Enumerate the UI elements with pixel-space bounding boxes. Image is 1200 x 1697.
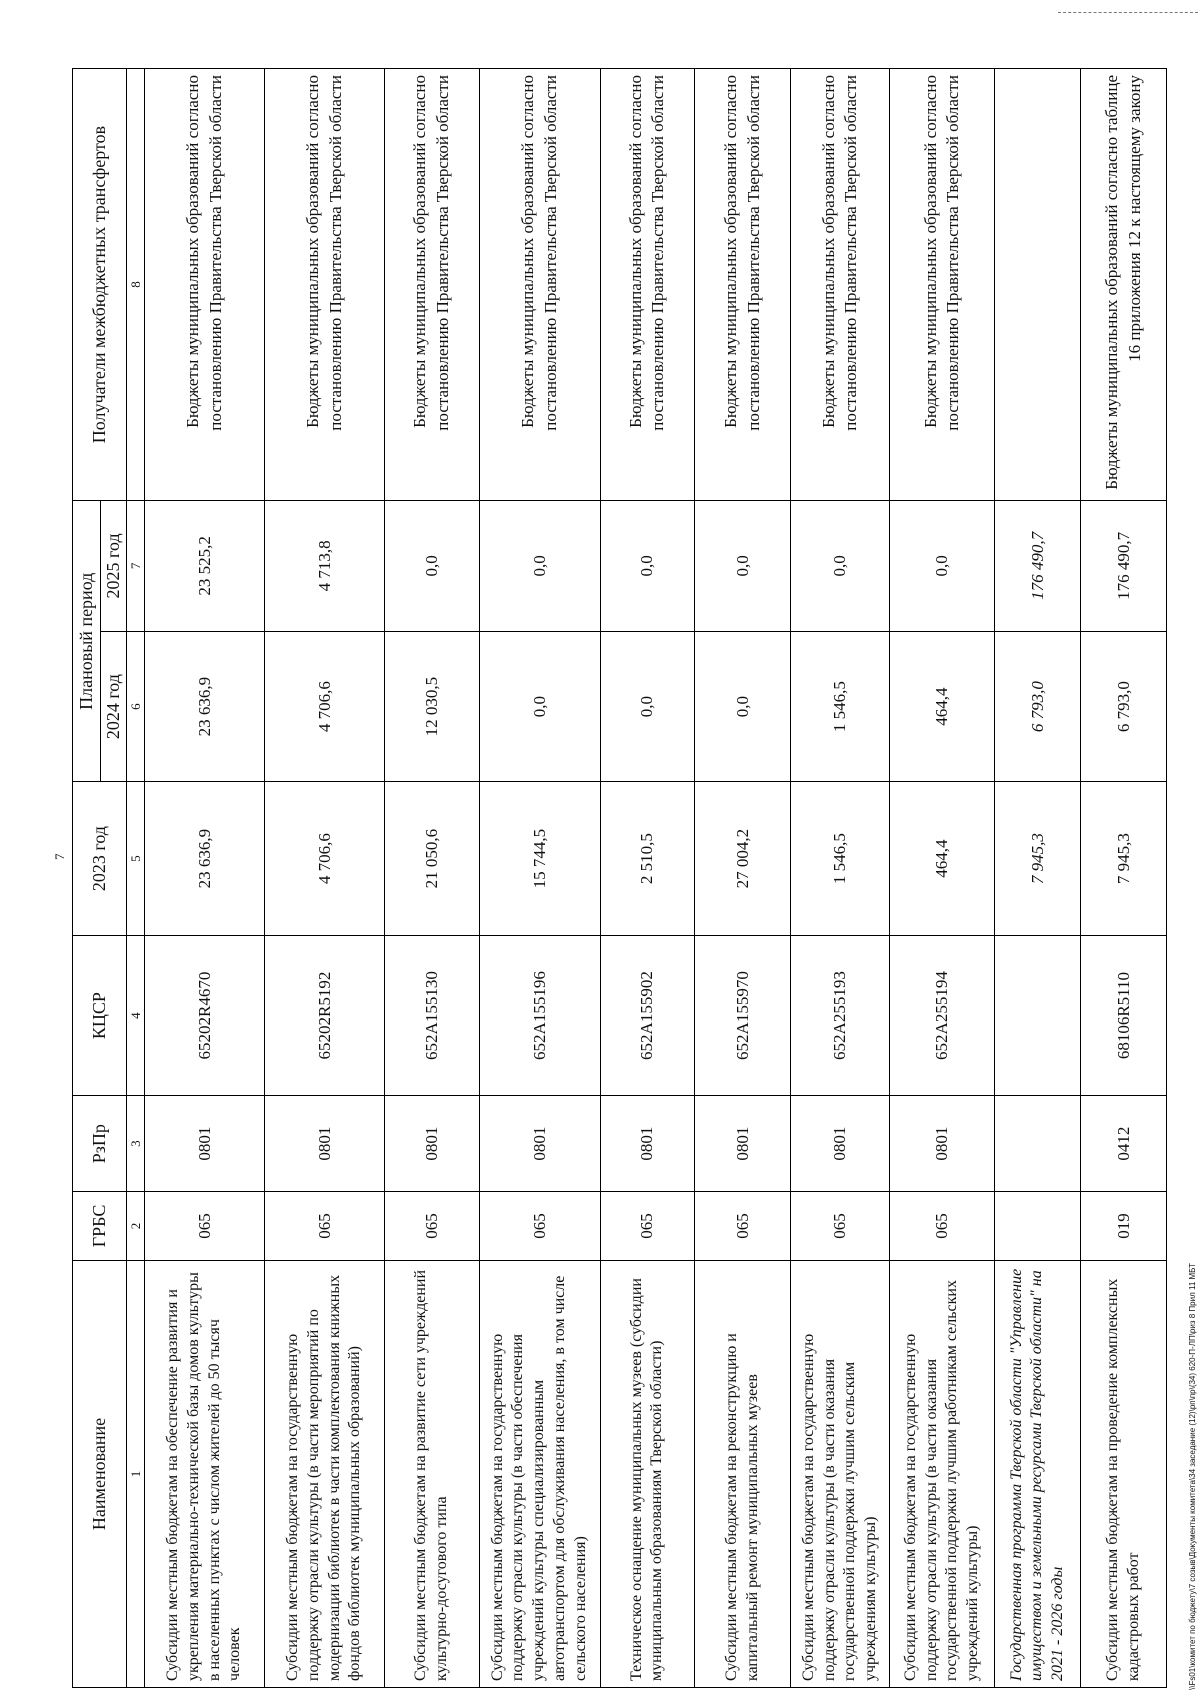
row-grbs: 065: [890, 1191, 995, 1260]
header-grbs: ГРБС: [73, 1191, 127, 1260]
row-amount-2024: 0,0: [600, 631, 694, 782]
row-kcsr: 65202R4670: [145, 935, 265, 1096]
row-recipient: Бюджеты муниципальных образований согласно постановлению Правительства Тверской области: [600, 69, 694, 501]
row-amount-2023: 15 744,5: [479, 782, 600, 935]
row-name: Субсидии местным бюджетам на государственную поддержку отрасли культуры (в части мероприятий по модернизации библиотек в части комплектования книжных фондов библиотек муниципальных образований): [265, 1260, 385, 1687]
col-number: 2: [127, 1191, 145, 1260]
row-grbs: 065: [479, 1191, 600, 1260]
row-amount-2024: 6 793,0: [1081, 631, 1167, 782]
row-rzpr: 0801: [791, 1096, 890, 1191]
scan-edge-mark: [1058, 12, 1198, 13]
row-recipient: Бюджеты муниципальных образований согласно таблице 16 приложения 12 к настоящему закону: [1081, 69, 1167, 501]
row-amount-2024: 0,0: [694, 631, 790, 782]
row-amount-2023: 23 636,9: [145, 782, 265, 935]
row-kcsr: [995, 935, 1081, 1096]
col-number: 4: [127, 935, 145, 1096]
row-recipient: Бюджеты муниципальных образований согласно постановлению Правительства Тверской области: [479, 69, 600, 501]
row-kcsr: 68106R5110: [1081, 935, 1167, 1096]
table-row: [791, 69, 890, 1688]
table-row: [385, 69, 479, 1688]
row-amount-2024: 464,4: [890, 631, 995, 782]
header-rzpr: РзПр: [73, 1096, 127, 1191]
row-recipient: Бюджеты муниципальных образований согласно постановлению Правительства Тверской области: [694, 69, 790, 501]
row-amount-2025: 0,0: [479, 501, 600, 632]
row-rzpr: 0801: [600, 1096, 694, 1191]
row-recipient: Бюджеты муниципальных образований согласно постановлению Правительства Тверской области: [385, 69, 479, 501]
header-2023: 2023 год: [73, 782, 127, 935]
row-amount-2025: 0,0: [890, 501, 995, 632]
row-rzpr: 0801: [265, 1096, 385, 1191]
row-grbs: 065: [265, 1191, 385, 1260]
row-grbs: 065: [600, 1191, 694, 1260]
row-recipient: Бюджеты муниципальных образований согласно постановлению Правительства Тверской области: [890, 69, 995, 501]
table-row: [995, 69, 1081, 1688]
header-plan-period: Плановый период: [73, 501, 101, 782]
row-name: Техническое оснащение муниципальных музеев (субсидии муниципальным образованиям Тверской области): [600, 1260, 694, 1687]
row-recipient: Бюджеты муниципальных образований согласно постановлению Правительства Тверской области: [791, 69, 890, 501]
table-row: [145, 69, 265, 1688]
header-2024: 2024 год: [101, 631, 127, 782]
row-name: Субсидии местным бюджетам на государственную поддержку отрасли культуры (в части оказания государственной поддержки лучшим работникам сельских учреждений культуры): [890, 1260, 995, 1687]
row-amount-2023: 27 004,2: [694, 782, 790, 935]
row-amount-2025: 176 490,7: [1081, 501, 1167, 632]
footer-file-path: \\Fs01\комитет по бюджету\7 созыв\Документы комитета\34 заседание (12)\рп\пр\(34) 620-П-ЛП\риз 8 Прил 11 МБТ: [1188, 1263, 1197, 1690]
page-number: 7: [52, 853, 67, 860]
row-rzpr: 0801: [890, 1096, 995, 1191]
row-rzpr: 0412: [1081, 1096, 1167, 1191]
row-kcsr: 652A255193: [791, 935, 890, 1096]
table-row: [600, 69, 694, 1688]
row-rzpr: 0801: [385, 1096, 479, 1191]
row-name: Субсидии местным бюджетам на реконструкцию и капитальный ремонт муниципальных музеев: [694, 1260, 790, 1687]
row-kcsr: 652A155196: [479, 935, 600, 1096]
rotated-table-container: [72, 68, 1167, 1688]
row-rzpr: [995, 1096, 1081, 1191]
row-rzpr: 0801: [145, 1096, 265, 1191]
row-kcsr: 652A155130: [385, 935, 479, 1096]
row-amount-2023: 464,4: [890, 782, 995, 935]
row-amount-2025: 0,0: [600, 501, 694, 632]
table-row: [890, 69, 995, 1688]
row-grbs: 065: [385, 1191, 479, 1260]
header-name: Наименование: [73, 1260, 127, 1687]
col-number: 8: [127, 69, 145, 501]
row-amount-2025: 23 525,2: [145, 501, 265, 632]
row-recipient: Бюджеты муниципальных образований согласно постановлению Правительства Тверской области: [145, 69, 265, 501]
transfers-table: [72, 68, 1167, 1688]
row-name: Субсидии местным бюджетам на проведение комплексных кадастровых работ: [1081, 1260, 1167, 1687]
row-name: Субсидии местным бюджетам на обеспечение развития и укрепления материально-технической базы домов культуры в населенных пунктах с числом жителей до 50 тысяч человек: [145, 1260, 265, 1687]
col-number: 7: [127, 501, 145, 632]
row-grbs: 065: [145, 1191, 265, 1260]
row-grbs: [995, 1191, 1081, 1260]
row-kcsr: 652A155902: [600, 935, 694, 1096]
row-amount-2023: 7 945,3: [995, 782, 1081, 935]
col-number: 3: [127, 1096, 145, 1191]
row-kcsr: 652A155970: [694, 935, 790, 1096]
row-amount-2024: 6 793,0: [995, 631, 1081, 782]
row-amount-2023: 4 706,6: [265, 782, 385, 935]
row-amount-2023: 1 546,5: [791, 782, 890, 935]
table-row: [265, 69, 385, 1688]
table-row: [1081, 69, 1167, 1688]
row-amount-2025: 0,0: [385, 501, 479, 632]
row-grbs: 065: [694, 1191, 790, 1260]
row-name: Субсидии местным бюджетам на государственную поддержку отрасли культуры (в части обеспечения учреждений культуры специализированным автотранспортом для обслуживания населения, в том числе сельского населения): [479, 1260, 600, 1687]
row-recipient: Бюджеты муниципальных образований согласно постановлению Правительства Тверской области: [265, 69, 385, 501]
row-amount-2025: 4 713,8: [265, 501, 385, 632]
row-name: Субсидии местным бюджетам на государственную поддержку отрасли культуры (в части оказания государственной поддержки лучшим сельским учреждениям культуры): [791, 1260, 890, 1687]
row-name: Государственная программа Тверской области "Управление имуществом и земельными ресурсами Тверской области" на 2021 - 2026 годы: [995, 1260, 1081, 1687]
row-grbs: 065: [791, 1191, 890, 1260]
row-rzpr: 0801: [479, 1096, 600, 1191]
table-row: [694, 69, 790, 1688]
row-kcsr: 65202R5192: [265, 935, 385, 1096]
table-body: [145, 69, 1167, 1688]
header-2025: 2025 год: [101, 501, 127, 632]
row-amount-2024: 0,0: [479, 631, 600, 782]
row-amount-2023: 2 510,5: [600, 782, 694, 935]
row-recipient: [995, 69, 1081, 501]
row-amount-2024: 12 030,5: [385, 631, 479, 782]
table-row: [479, 69, 600, 1688]
row-name: Субсидии местным бюджетам на развитие сети учреждений культурно-досугового типа: [385, 1260, 479, 1687]
row-amount-2023: 7 945,3: [1081, 782, 1167, 935]
row-amount-2024: 1 546,5: [791, 631, 890, 782]
row-grbs: 019: [1081, 1191, 1167, 1260]
row-amount-2025: 176 490,7: [995, 501, 1081, 632]
row-amount-2025: 0,0: [791, 501, 890, 632]
row-amount-2023: 21 050,6: [385, 782, 479, 935]
header-kcsr: КЦСР: [73, 935, 127, 1096]
col-number: 5: [127, 782, 145, 935]
col-number: 6: [127, 631, 145, 782]
col-number: 1: [127, 1260, 145, 1687]
row-rzpr: 0801: [694, 1096, 790, 1191]
header-recipients: Получатели межбюджетных трансфертов: [73, 69, 127, 501]
row-amount-2024: 23 636,9: [145, 631, 265, 782]
row-kcsr: 652A255194: [890, 935, 995, 1096]
row-amount-2024: 4 706,6: [265, 631, 385, 782]
row-amount-2025: 0,0: [694, 501, 790, 632]
